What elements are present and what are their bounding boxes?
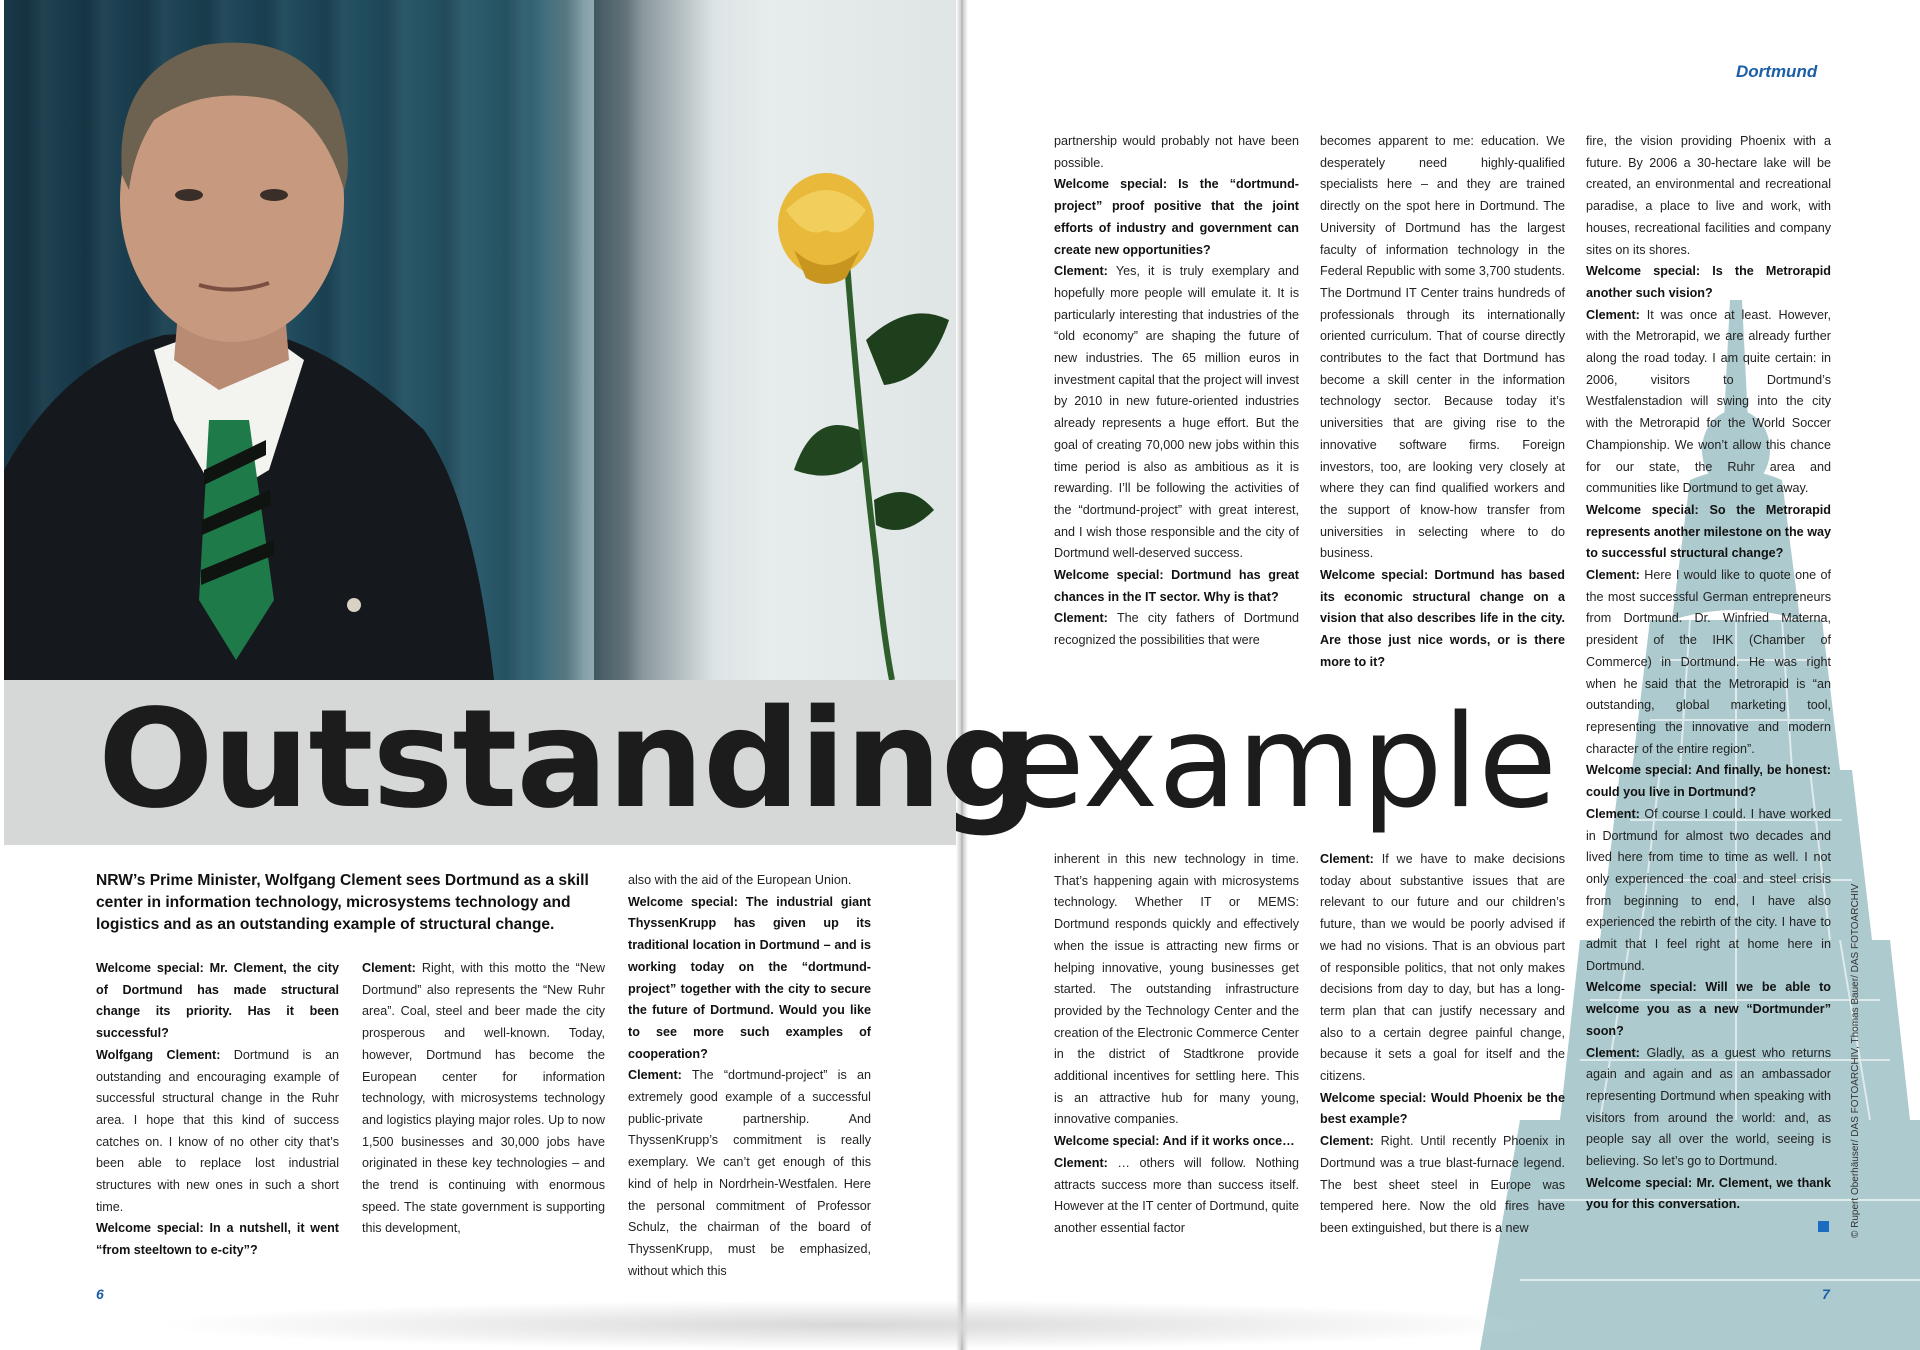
interview-answer	[1586, 305, 1831, 500]
interview-answer	[1054, 261, 1299, 565]
interview-answer	[362, 958, 605, 1240]
interview-question	[96, 958, 339, 1045]
interview-answer	[1586, 804, 1831, 978]
speaker-label: Clement:	[1586, 568, 1640, 583]
interview-answer	[1586, 131, 1831, 261]
speaker-label: Clement:	[1054, 611, 1108, 626]
interview-answer	[96, 1045, 339, 1219]
answer-text: Gladly, as a guest who returns again and again and as an ambassador representing Dortmund when speaking with visitors from around the world: and, as people say all over the world, seeing is believing. So let’s go to Dortmund.	[1586, 1045, 1831, 1169]
question-text: Welcome special: Dortmund has based its economic structural change on a vision that also describes life in the city. Are those just nice words, or is there more to it?	[1320, 568, 1565, 669]
answer-text: partnership would probably not have been possible.	[1054, 134, 1299, 170]
answer-text: Yes, it is truly exemplary and hopefully more people will emulate it. It is particularly interesting that industries of the “old economy” are shaping the future of new industries. The 65 million euros in investment capital that the project will invest by 2010 in new future-oriented industries already represents a huge effort. But the goal of creating 70,000 new jobs within this time period is also as ambitious as it is rewarding. I’ll be following the activities of the “dortmund-project” with great interest, and I wish those responsible and the city of Dortmund well-deserved success.	[1054, 264, 1299, 561]
answer-text: The city fathers of Dortmund recognized the possibilities that were	[1054, 611, 1299, 648]
answer-text: becomes apparent to me: education. We desperately need highly-qualified specialists here – and they are trained directly on the spot here in Dortmund. The University of Dortmund has the largest faculty of information technology in the Federal Republic with some 3,700 students. The Dortmund IT Center trains hundreds of professionals through its internationally oriented curriculum. That of course directly contributes to the fact that Dortmund has become a skill center in the information technology sector. Because today it’s universities that are giving rise to the innovative software firms. Foreign investors, too, are looking very closely at where they can find qualified workers and the support of know-how transfer from universities in selecting where to do business.	[1320, 134, 1566, 561]
page-number-left: 6	[96, 1286, 104, 1302]
answer-text: Right, with this motto the “New Dortmund” also represents the “New Ruhr area”. Coal, steel and beer made the city prosperous and well-known. Today, however, Dortmund has become the European center for information technology, with microsystems technology and logistics playing major roles. Up to now 1,500 businesses and 30,000 jobs have originated in these key technologies – and the trend is continuing with enormous speed. The state government is supporting this development,	[362, 961, 605, 1236]
interview-question	[1586, 760, 1831, 803]
speaker-label: Clement:	[1586, 1045, 1640, 1060]
interview-answer	[1320, 1131, 1565, 1240]
question-text: Welcome special: The industrial giant ThyssenKrupp has given up its traditional location in Dortmund – and is working today on the “dortmund-project” together with the city to secure the future of Dortmund. Would you like to see more such examples of cooperation?	[628, 894, 871, 1061]
answer-text: … others will follow. Nothing attracts success more than success itself. However at the IT center of Dortmund, quite another essential factor	[1054, 1155, 1299, 1235]
interview-answer	[1320, 849, 1565, 1088]
speaker-label: Clement:	[1320, 1134, 1374, 1149]
question-text: Welcome special: Is the “dortmund-project” proof positive that the joint efforts of industry and government can create new opportunities?	[1054, 177, 1299, 257]
end-of-article-square	[1818, 1221, 1829, 1232]
interview-question	[1054, 1131, 1299, 1153]
question-text: Welcome special: Dortmund has great chances in the IT sector. Why is that?	[1054, 568, 1299, 604]
question-text: Welcome special: And finally, be honest: could you live in Dortmund?	[1586, 763, 1831, 800]
question-text: Welcome special: Mr. Clement, the city of Dortmund has made structural change its priority. Has it been successful?	[96, 961, 339, 1041]
bottom-shadow	[150, 1300, 1550, 1350]
lead-paragraph: NRW’s Prime Minister, Wolfgang Clement sees Dortmund as a skill center in information technology, microsystems technology and logistics and as an outstanding example of structural change.	[96, 872, 589, 933]
speaker-label: Wolfgang Clement:	[96, 1047, 221, 1062]
interview-answer	[1054, 131, 1299, 174]
question-text: Welcome special: Would Phoenix be the best example?	[1320, 1090, 1565, 1127]
speaker-label: Clement:	[362, 961, 416, 975]
interview-question	[1054, 565, 1299, 608]
page-number-right: 7	[1822, 1286, 1830, 1302]
question-text: Welcome special: So the Metrorapid represents another milestone on the way to successful structural change?	[1586, 502, 1831, 561]
left-column-3	[628, 870, 871, 1282]
speaker-label: Clement:	[1054, 1155, 1108, 1170]
interview-answer	[1320, 131, 1565, 565]
answer-text: fire, the vision providing Phoenix with a future. By 2006 a 30-hectare lake will be created, an environmental and recreational paradise, a place to live and work, with houses, recreational facilities and company sites on its shores.	[1586, 134, 1831, 257]
left-column-2	[362, 958, 605, 1240]
speaker-label: Clement:	[1320, 852, 1374, 866]
interview-answer	[628, 1065, 871, 1282]
answer-text: The “dortmund-project” is an extremely good example of a successful public-private partnership. And ThyssenKrupp’s commitment is really exemplary. We can’t get enough of this kind of help in Nordrhein-Westfalen. Here the personal commitment of Professor Schulz, the chairman of the board of ThyssenKrupp, must be emphasized, without which this	[628, 1068, 871, 1278]
right-top-column-2	[1320, 131, 1565, 674]
interview-answer	[1054, 608, 1299, 651]
question-text: Welcome special: And if it works once…	[1054, 1134, 1295, 1149]
interview-question	[628, 892, 871, 1066]
right-bottom-column-2	[1320, 849, 1565, 1240]
speaker-label: Clement:	[1586, 307, 1640, 322]
right-page	[962, 0, 1920, 1350]
headline-word-1: Outstanding	[98, 681, 1038, 839]
speaker-label: Clement:	[1054, 264, 1108, 279]
left-column-1	[96, 958, 339, 1262]
interview-question	[1320, 1088, 1565, 1131]
interview-question	[96, 1218, 339, 1261]
answer-text: inherent in this new technology in time. That’s happening again with microsystems technology. Whether IT or MEMS: Dortmund responds quickly and effectively when the issue is attracting new firms or helping innovative, young businesses get started. The outstanding infrastructure provided by the Technology Center and the creation of the Electronic Commerce Center in the district of Stadtkrone provide additional incentives for settling here. This is an attractive hub for many young, innovative companies.	[1054, 852, 1299, 1127]
speaker-label: Clement:	[1586, 806, 1640, 821]
answer-text: It was once at least. However, with the Metrorapid, we are already further along the road today. I am quite certain: in 2006, visitors to Dortmund’s Westfalenstadion will swing into the city with the Metrorapid for the World Soccer Championship. We won’t allow this chance for our state, the Ruhr area and communities like Dortmund to get away.	[1586, 307, 1831, 496]
interview-answer	[1586, 1043, 1831, 1173]
interview-question	[1586, 1173, 1831, 1216]
portrait-illustration	[4, 0, 962, 680]
interview-question	[1586, 500, 1831, 565]
answer-text: Dortmund is an outstanding and encouraging example of successful structural change in the Ruhr area. I hope that this kind of success catches on. I know of no other city that’s been able to replace lost industrial structures with new ones in such a short time.	[96, 1047, 339, 1214]
right-top-column-1	[1054, 131, 1299, 652]
speaker-label: Clement:	[628, 1068, 682, 1083]
interview-answer	[1586, 565, 1831, 760]
interview-answer	[628, 870, 871, 892]
interview-question	[1054, 174, 1299, 261]
interview-answer	[1054, 849, 1299, 1131]
question-text: Welcome special: Is the Metrorapid another such vision?	[1586, 264, 1831, 300]
right-bottom-column-1	[1054, 849, 1299, 1240]
interview-question	[1586, 977, 1831, 1042]
question-text: Welcome special: Will we be able to welcome you as a new “Dortmunder” soon?	[1586, 980, 1831, 1038]
right-column-3	[1586, 131, 1831, 1216]
answer-text: Here I would like to quote one of the most successful German entrepreneurs from Dortmund. Dr. Winfried Materna, president of the IHK (Chamber of Commerce) in Dortmund. He was right when he said that the Metrorapid is “an outstanding, global marketing tool, representing the innovative and modern character of the entire region”.	[1586, 568, 1831, 756]
section-tag: Dortmund	[1736, 62, 1818, 81]
page-gutter	[956, 0, 968, 1350]
headline-word-2: example	[1006, 688, 1557, 837]
interview-question	[1320, 565, 1565, 674]
question-text: Welcome special: In a nutshell, it went “from steeltown to e-city”?	[96, 1221, 339, 1258]
answer-text: also with the aid of the European Union.	[628, 873, 852, 887]
answer-text: Right. Until recently Phoenix in Dortmund was a true blast-furnace legend. The best sheet steel in Europe was tempered here. Now the old fires have been extinguished, but there is a new	[1320, 1134, 1565, 1235]
interview-answer	[1054, 1153, 1299, 1240]
answer-text: If we have to make decisions today about substantive issues that are relevant to our future and our children’s future, than we would be poorly advised if we had no visions. That is an obvious part of responsible politics, that not only makes decisions from day to day, but has a long-term plan that can justify necessary and also to a certain degree painful change, because it sets a goal for itself and the citizens.	[1320, 852, 1565, 1084]
answer-text: Of course I could. I have worked in Dortmund for almost two decades and lived here from time to time as well. I not only experienced the coal and steel crisis from beginning to end, I have also experienced the rebirth of the city. I have to admit that I feel right at home here in Dortmund.	[1586, 806, 1831, 973]
photo-credit: © Rupert Oberhäuser/ DAS FOTOARCHIV, Thomas Bauer/ DAS FOTOARCHIV	[1850, 883, 1861, 1238]
portrait-photo	[4, 0, 962, 680]
question-text: Welcome special: Mr. Clement, we thank you for this conversation.	[1586, 1175, 1831, 1212]
interview-question	[1586, 261, 1831, 304]
